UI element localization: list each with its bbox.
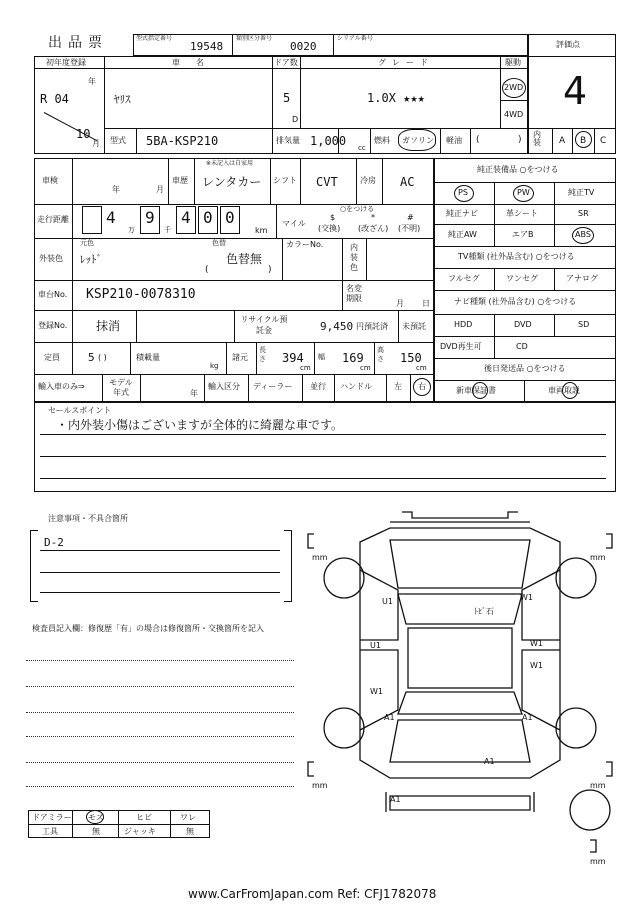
star-label: * [371, 213, 375, 222]
equip-ps-circle [454, 185, 474, 202]
tv-one: ワンセグ [506, 274, 538, 283]
type-code-label: 型式指定番号 [136, 35, 173, 42]
left-label: 左 [394, 382, 402, 391]
parallel-label: 並行 [310, 382, 326, 391]
recycle-value: 9,450 [320, 320, 354, 333]
inspection-label: 車検 [42, 176, 58, 185]
mark-a1-d: A1 [390, 795, 401, 804]
expiry-day-unit: 日 [422, 299, 430, 308]
equip-airbag: エアB [512, 230, 534, 239]
dealer-label: ディーラー [253, 382, 293, 391]
grade-value: 1.0X ★★★ [367, 91, 425, 105]
category-label: 類別区分番号 [236, 35, 273, 42]
history-label: 車歴 [172, 176, 188, 185]
length-value: 394 [282, 351, 304, 365]
reg-label: 登録No. [38, 321, 68, 330]
mileage-digit-1: 4 [106, 208, 116, 227]
height-label: 高さ [377, 346, 384, 363]
nav-hdd: HDD [454, 320, 473, 329]
interior-b: B [580, 136, 587, 146]
dvd-play: DVD再生可 [440, 342, 482, 351]
genuine-label: 純正装備品 ○をつける [477, 165, 559, 174]
grade-label: グレード [378, 58, 434, 67]
import-label: 輸入車のみ⇒ [38, 382, 85, 391]
model-value: 5BA-KSP210 [146, 134, 219, 148]
mark-a1-a: A1 [384, 713, 395, 722]
int-color-label: 内装色 [350, 243, 358, 272]
jack-label: ジャッキ [124, 827, 156, 836]
mileage-label: 走行距離 [37, 215, 69, 224]
right-circle [413, 378, 431, 396]
nav-dvd: DVD [514, 320, 532, 329]
mark-w1-b: W1 [530, 639, 543, 648]
equip-pw-circle [513, 185, 534, 202]
drive-label: 駆動 [505, 58, 521, 67]
exchange-label: (交換) [318, 224, 341, 233]
model-year-label: モデル年式 [109, 378, 133, 397]
sales-label: セールスポイント [48, 406, 112, 415]
interior-a: A [559, 136, 566, 146]
width-label: 幅 [318, 353, 325, 361]
equip-ps: PS [458, 188, 468, 197]
mile-label: マイル [282, 219, 306, 228]
equip-abs-circle [572, 227, 594, 244]
docs-label: 後日発送品 ○をつける [484, 364, 566, 373]
mileage-digit-2: 9 [145, 208, 155, 227]
recycle-label: リサイクル預託金 [240, 315, 288, 335]
diagram-mm-5: mm [590, 857, 606, 866]
nav-sd: SD [578, 320, 590, 329]
equip-sr: SR [578, 209, 589, 218]
width-cm: cm [360, 364, 371, 372]
doors-label: ドア数 [274, 58, 298, 67]
car-name: ﾔﾘｽ [114, 93, 131, 106]
height-value: 150 [400, 351, 422, 365]
mark-tobi: ﾄﾋﾞ石 [474, 607, 494, 616]
equip-aw: 純正AW [448, 230, 477, 239]
tv-full: フルセグ [448, 274, 480, 283]
inspector-label: 検査員記入欄：修復歴「有」の場合は修復箇所・交換箇所を記入 [32, 624, 264, 633]
equip-tv: 純正TV [568, 188, 595, 197]
height-cm: cm [416, 364, 427, 372]
inspection-month-unit: 月 [156, 185, 164, 194]
first-reg-label: 初年度登録 [46, 58, 86, 67]
repaint-label: 色替 [212, 239, 226, 247]
dollar-label: $ [330, 213, 336, 222]
mark-u1-b: U1 [370, 641, 381, 650]
door-code: D [292, 115, 299, 124]
drive-2wd-circle [502, 78, 526, 98]
mark-a1-b: A1 [522, 713, 533, 722]
circle-note: ○をつける [340, 205, 375, 213]
interior-b-circle [575, 131, 592, 148]
equip-abs: ABS [575, 230, 591, 239]
mark-u1-a: U1 [382, 597, 393, 606]
reg-value: 抹消 [96, 319, 121, 333]
length-cm: cm [300, 364, 311, 372]
displacement-value: 1,000 [310, 134, 347, 148]
docs-warranty: 新車保証書 [456, 386, 496, 395]
notes-label: 注意事項・不具合箇所 [48, 514, 128, 523]
nav-label: ナビ種類 (社外品含む) ○をつける [454, 297, 577, 306]
tamper-label: (改ざん) [358, 224, 389, 233]
docs-manual-circle [562, 382, 578, 399]
equip-pw: PW [517, 188, 530, 197]
cd: CD [516, 342, 528, 351]
notes-text: D-2 [44, 536, 64, 549]
type-code: 19548 [190, 40, 224, 53]
displacement-label: 排気量 [276, 136, 300, 145]
diagram-mm-4: mm [590, 781, 606, 790]
mirror-h3: ワレ [180, 813, 196, 822]
fuel-label: 燃料 [374, 136, 390, 145]
unknown-label: (不明) [398, 224, 421, 233]
year-unit: 年 [88, 77, 96, 86]
ac-value: AC [400, 175, 415, 189]
mark-w1-a: W1 [520, 593, 533, 602]
fuel-gas-circle [398, 129, 436, 151]
mirror-h1-circle [86, 810, 104, 824]
handle-label: ハンドル [340, 382, 372, 391]
shift-label: シフト [273, 176, 297, 185]
hash-label: # [407, 213, 414, 222]
capacity-label: 定員 [44, 353, 60, 362]
docs-warranty-circle [472, 382, 488, 399]
inspection-year-unit: 年 [112, 185, 120, 194]
equip-navi: 純正ナビ [446, 209, 478, 218]
paren-close: ) [518, 135, 522, 145]
mileage-digit-4: 0 [203, 208, 213, 227]
model-year-unit: 年 [190, 389, 198, 398]
mark-w1-c: W1 [530, 661, 543, 670]
interior-label: 内装 [533, 130, 541, 147]
doors-value: 5 [283, 91, 291, 105]
orig-color-label: 元色 [80, 239, 94, 247]
mileage-digit-3: 4 [181, 208, 191, 227]
drive-4wd: 4WD [504, 110, 524, 119]
score-value: 4 [563, 69, 588, 113]
mirror-h1: モズ [88, 813, 104, 822]
tv-analog: アナログ [566, 274, 598, 283]
capacity-paren: ( ) [98, 353, 107, 362]
docs-manual: 車両取説 [548, 386, 580, 395]
dims-label: 諸元 [232, 353, 248, 362]
drive-2wd: 2WD [504, 83, 524, 92]
mark-a1-c: A1 [484, 757, 495, 766]
mirror-h2: ヒビ [136, 813, 152, 822]
capacity-value: 5 [88, 351, 95, 364]
first-reg-era: R 04 [40, 92, 69, 106]
fuel-gas: ガソリン [402, 136, 434, 145]
ac-label: 冷房 [360, 176, 376, 185]
import-type-label: 輸入区分 [208, 382, 240, 391]
right-label: 右 [418, 382, 426, 391]
recycle-paid: 円預託済 [356, 322, 388, 331]
sheet-title: 出品票 [48, 35, 108, 51]
car-diagram [300, 500, 620, 870]
diagram-mm-2: mm [590, 553, 606, 562]
km-unit: km [255, 226, 268, 235]
length-label: 長さ [259, 346, 266, 363]
footer-ref: www.CarFromJapan.com Ref: CFJ1782078 [188, 887, 437, 901]
color-no-label: カラーNo. [286, 240, 324, 249]
repaint-value: 色替無 [226, 252, 263, 266]
kg-unit: kg [210, 362, 219, 370]
name-expiry-label: 名変期限 [346, 284, 362, 303]
orig-color: ﾚｯﾄﾞ [80, 253, 102, 266]
interior-c: C [600, 136, 607, 146]
paren-open: ( [476, 135, 480, 145]
chassis-label: 車台No. [38, 290, 68, 299]
mileage-digit-5: 0 [225, 208, 235, 227]
cc-unit: cc [358, 144, 366, 152]
sales-text: ・内外装小傷はございますが全体的に綺麗な車です。 [56, 418, 344, 432]
serial-label: シリアル番号 [337, 35, 373, 42]
month-unit: 月 [92, 139, 100, 148]
name-label: 車名 [172, 58, 220, 67]
expiry-month-unit: 月 [396, 299, 404, 308]
width-value: 169 [342, 351, 364, 365]
category: 0020 [290, 40, 317, 53]
equip-leather: 革シート [506, 209, 538, 218]
color-label: 外装色 [39, 254, 63, 263]
mirror-h0: ドアミラー [32, 813, 72, 822]
diagram-mm-3: mm [312, 781, 328, 790]
history-value: レンタカー [202, 175, 262, 189]
tools-label: 工具 [42, 827, 58, 836]
shift-value: CVT [316, 175, 338, 189]
man-unit: 万 [128, 226, 135, 234]
load-label: 積載量 [136, 353, 160, 362]
fuel-light: 軽油 [446, 136, 462, 145]
diagram-mm-1: mm [312, 553, 328, 562]
recycle-unpaid: 未預託 [402, 322, 426, 331]
model-label: 型式 [110, 136, 126, 145]
owner-note: ※未記入は自家用 [206, 160, 254, 167]
tv-label: TV種類 (社外品含む) ○をつける [458, 252, 575, 261]
chassis-value: KSP210-0078310 [86, 287, 196, 302]
jack-value: 無 [186, 827, 194, 836]
tools-value: 無 [92, 827, 100, 836]
mark-w1-d: W1 [370, 687, 383, 696]
first-reg-month: 10 [76, 127, 91, 141]
score-label: 評価点 [556, 40, 580, 49]
sen-unit: 千 [164, 226, 171, 234]
